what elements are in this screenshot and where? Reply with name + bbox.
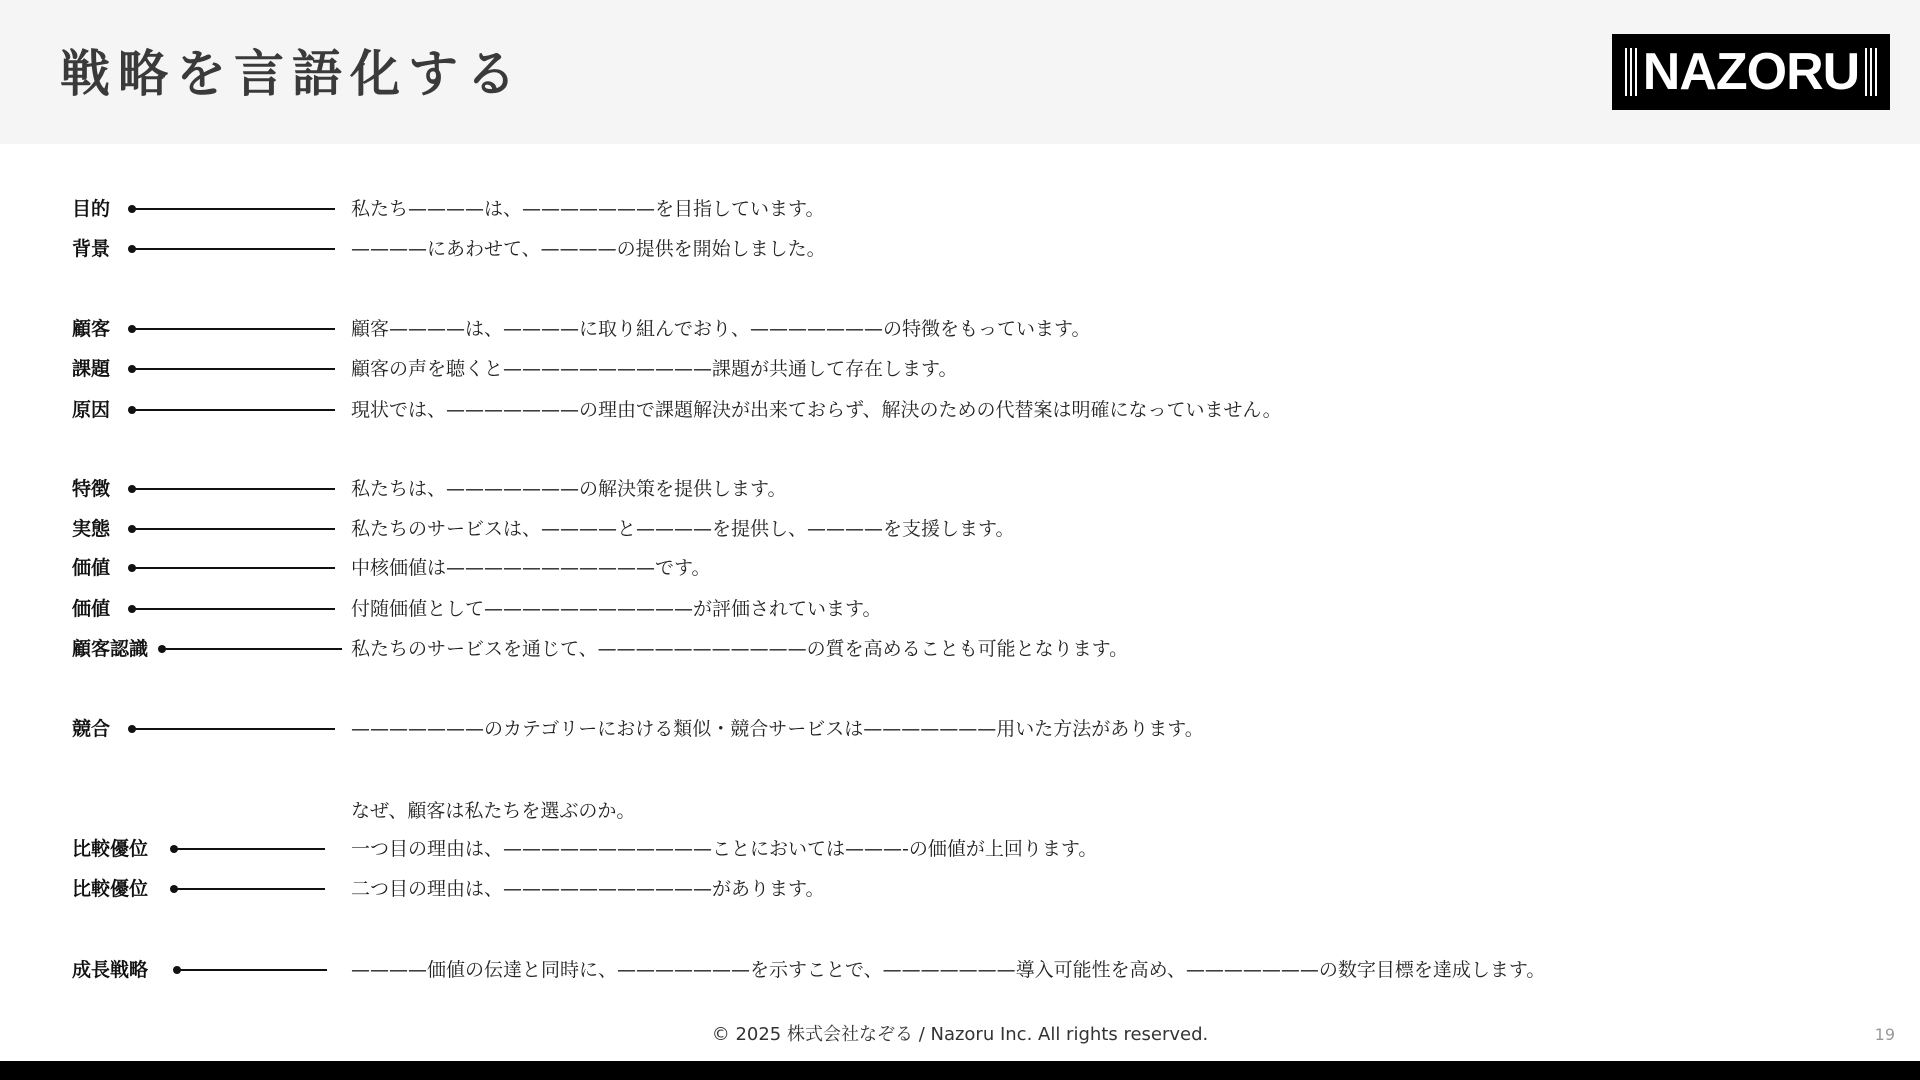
row-sentence: 中核価値は———————————です。 bbox=[351, 557, 711, 579]
row-sentence: 付随価値として———————————が評価されています。 bbox=[351, 598, 882, 620]
connector-line bbox=[131, 528, 335, 530]
row-feature bbox=[0, 474, 1920, 504]
row-sentence: 私たちは、———————の解決策を提供します。 bbox=[351, 478, 787, 500]
row-sentence: 私たちのサービスは、————と————を提供し、————を支援します。 bbox=[351, 518, 1015, 540]
row-label: 原因 bbox=[72, 399, 111, 421]
bottom-bar bbox=[0, 1061, 1920, 1080]
row-label: 特徴 bbox=[72, 478, 111, 500]
row-competition bbox=[0, 714, 1920, 744]
row-reality bbox=[0, 514, 1920, 544]
row-label: 比較優位 bbox=[72, 838, 149, 860]
row-sentence: 顧客————は、————に取り組んでおり、———————の特徴をもっています。 bbox=[351, 318, 1091, 340]
connector-line bbox=[131, 567, 335, 569]
logo-text: NAZORU bbox=[1642, 43, 1860, 101]
row-sentence: ————にあわせて、————の提供を開始しました。 bbox=[351, 238, 826, 260]
row-label: 比較優位 bbox=[72, 878, 149, 900]
row-sentence: 現状では、———————の理由で課題解決が出来ておらず、解決のための代替案は明確になっていません。 bbox=[351, 399, 1282, 421]
row-customer bbox=[0, 314, 1920, 344]
row-label: 競合 bbox=[72, 718, 111, 740]
row-background bbox=[0, 234, 1920, 264]
row-additional-value bbox=[0, 594, 1920, 624]
connector-line bbox=[161, 648, 342, 650]
row-customer-perception bbox=[0, 634, 1920, 664]
row-comparative-advantage-2 bbox=[0, 874, 1920, 904]
row-cause bbox=[0, 395, 1920, 425]
row-label: 価値 bbox=[72, 557, 111, 579]
row-core-value bbox=[0, 553, 1920, 583]
row-label: 顧客 bbox=[72, 318, 111, 340]
nazoru-logo bbox=[1612, 34, 1890, 110]
connector-line bbox=[131, 208, 335, 210]
row-label: 実態 bbox=[72, 518, 111, 540]
header bbox=[0, 0, 1920, 144]
row-growth-strategy bbox=[0, 955, 1920, 985]
row-label: 成長戦略 bbox=[72, 959, 149, 981]
logo-bars-right-icon bbox=[1865, 48, 1877, 96]
page-title: 戦略を言語化する bbox=[60, 45, 524, 103]
row-sentence: ————価値の伝達と同時に、———————を示すことで、———————導入可能性を高め、———————の数字目標を達成します。 bbox=[351, 959, 1546, 981]
connector-line bbox=[173, 888, 325, 890]
logo-bars-left-icon bbox=[1625, 48, 1637, 96]
page-number: 19 bbox=[1874, 1025, 1895, 1044]
connector-line bbox=[131, 728, 335, 730]
connector-line bbox=[131, 608, 335, 610]
row-label: 価値 bbox=[72, 598, 111, 620]
connector-line bbox=[131, 409, 335, 411]
row-label: 課題 bbox=[72, 358, 111, 380]
connector-line bbox=[131, 488, 335, 490]
connector-line bbox=[176, 969, 327, 971]
row-problem bbox=[0, 354, 1920, 384]
section-intro: なぜ、顧客は私たちを選ぶのか。 bbox=[351, 800, 636, 822]
row-label: 背景 bbox=[72, 238, 111, 260]
connector-line bbox=[173, 848, 325, 850]
row-purpose bbox=[0, 194, 1920, 224]
row-label: 顧客認識 bbox=[72, 638, 149, 660]
row-comparative-advantage-1 bbox=[0, 834, 1920, 864]
connector-line bbox=[131, 248, 335, 250]
connector-line bbox=[131, 328, 335, 330]
row-sentence: 二つ目の理由は、———————————があります。 bbox=[351, 878, 825, 900]
footer-copyright: © 2025 株式会社なぞる / Nazoru Inc. All rights reserved. bbox=[711, 1024, 1209, 1045]
connector-line bbox=[131, 368, 335, 370]
row-label: 目的 bbox=[72, 198, 111, 220]
row-sentence: 私たち————は、———————を目指しています。 bbox=[351, 198, 825, 220]
row-sentence: ———————のカテゴリーにおける類似・競合サービスは———————用いた方法があります。 bbox=[351, 718, 1204, 740]
row-sentence: 顧客の声を聴くと———————————課題が共通して存在します。 bbox=[351, 358, 958, 380]
row-sentence: 一つ目の理由は、———————————ことにおいては———-の価値が上回ります。 bbox=[351, 838, 1098, 860]
row-sentence: 私たちのサービスを通じて、———————————の質を高めることも可能となります。 bbox=[351, 638, 1129, 660]
